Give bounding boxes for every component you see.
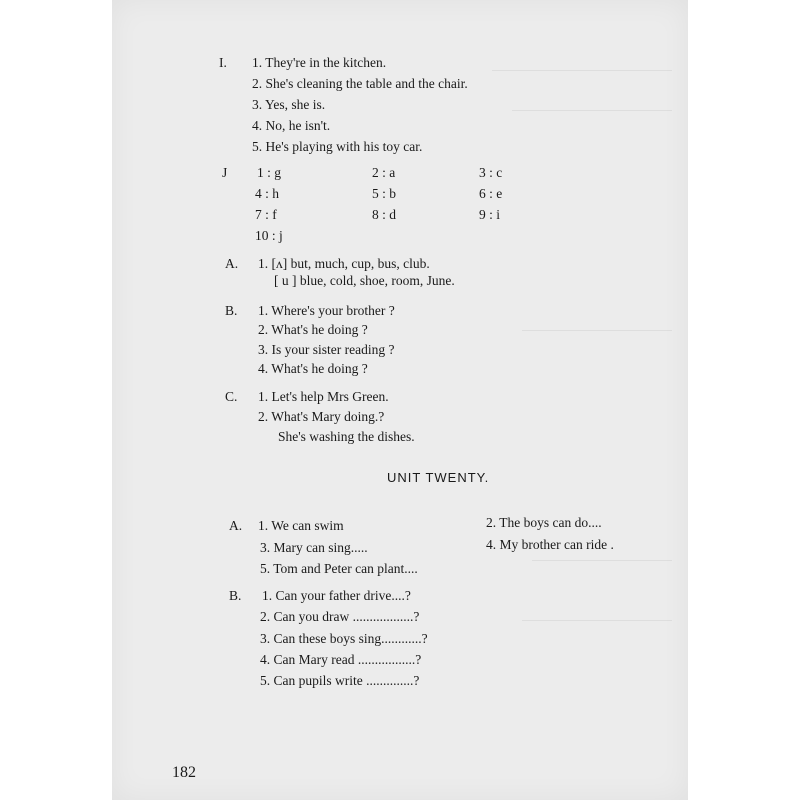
section-label-j: J bbox=[222, 165, 228, 180]
unit-section-label-b: B. bbox=[229, 588, 242, 603]
answer-line: 1. Let's help Mrs Green. bbox=[258, 389, 389, 404]
match-answer: 10 : j bbox=[255, 228, 283, 243]
match-answer: 9 : i bbox=[479, 207, 501, 222]
answer-line: [ u ] blue, cold, shoe, room, June. bbox=[274, 273, 455, 288]
answer-line: 2. What's Mary doing.? bbox=[258, 409, 385, 424]
bleed-through-line bbox=[522, 330, 672, 331]
bleed-through-line bbox=[492, 70, 672, 71]
section-label-i: I. bbox=[219, 55, 227, 70]
answer-line: 1. Can your father drive....? bbox=[262, 588, 411, 603]
answer-line: 1. Where's your brother ? bbox=[258, 303, 395, 318]
answer-line: 4. My brother can ride . bbox=[486, 537, 614, 552]
answer-line: 5. Can pupils write ..............? bbox=[260, 673, 420, 688]
answer-line: 4. No, he isn't. bbox=[252, 118, 331, 133]
match-answer: 7 : f bbox=[255, 207, 277, 222]
answer-line: 2. The boys can do.... bbox=[486, 515, 602, 530]
answer-line: 5. Tom and Peter can plant.... bbox=[260, 561, 418, 576]
answer-line: She's washing the dishes. bbox=[278, 429, 415, 444]
answer-line: 4. Can Mary read .................? bbox=[260, 652, 422, 667]
page-number: 182 bbox=[172, 764, 196, 781]
section-label-b: B. bbox=[225, 303, 238, 318]
answer-line: 1. They're in the kitchen. bbox=[252, 55, 387, 70]
match-answer: 3 : c bbox=[479, 165, 503, 180]
match-answer: 2 : a bbox=[372, 165, 396, 180]
unit-title: UNIT TWENTY. bbox=[387, 470, 490, 485]
answer-line: 1. We can swim bbox=[258, 518, 344, 533]
answer-line: 5. He's playing with his toy car. bbox=[252, 139, 423, 154]
answer-line: 2. What's he doing ? bbox=[258, 322, 368, 337]
answer-line: 3. Can these boys sing............? bbox=[260, 631, 428, 646]
match-answer: 6 : e bbox=[479, 186, 503, 201]
answer-line: 1. [ʌ] but, much, cup, bus, club. bbox=[258, 256, 430, 271]
answer-line: 3. Mary can sing..... bbox=[260, 540, 368, 555]
match-answer: 8 : d bbox=[372, 207, 397, 222]
bleed-through-line bbox=[512, 110, 672, 111]
answer-line: 2. She's cleaning the table and the chair. bbox=[252, 76, 468, 91]
match-answer: 4 : h bbox=[255, 186, 280, 201]
book-page bbox=[112, 0, 688, 800]
answer-line: 2. Can you draw ..................? bbox=[260, 609, 420, 624]
unit-section-label-a: A. bbox=[229, 518, 243, 533]
match-answer: 1 : g bbox=[257, 165, 282, 180]
answer-line: 4. What's he doing ? bbox=[258, 361, 368, 376]
match-answer: 5 : b bbox=[372, 186, 397, 201]
section-label-a: A. bbox=[225, 256, 239, 271]
answer-line: 3. Yes, she is. bbox=[252, 97, 326, 112]
section-label-c: C. bbox=[225, 389, 238, 404]
bleed-through-line bbox=[522, 620, 672, 621]
answer-line: 3. Is your sister reading ? bbox=[258, 342, 395, 357]
bleed-through-line bbox=[532, 560, 672, 561]
